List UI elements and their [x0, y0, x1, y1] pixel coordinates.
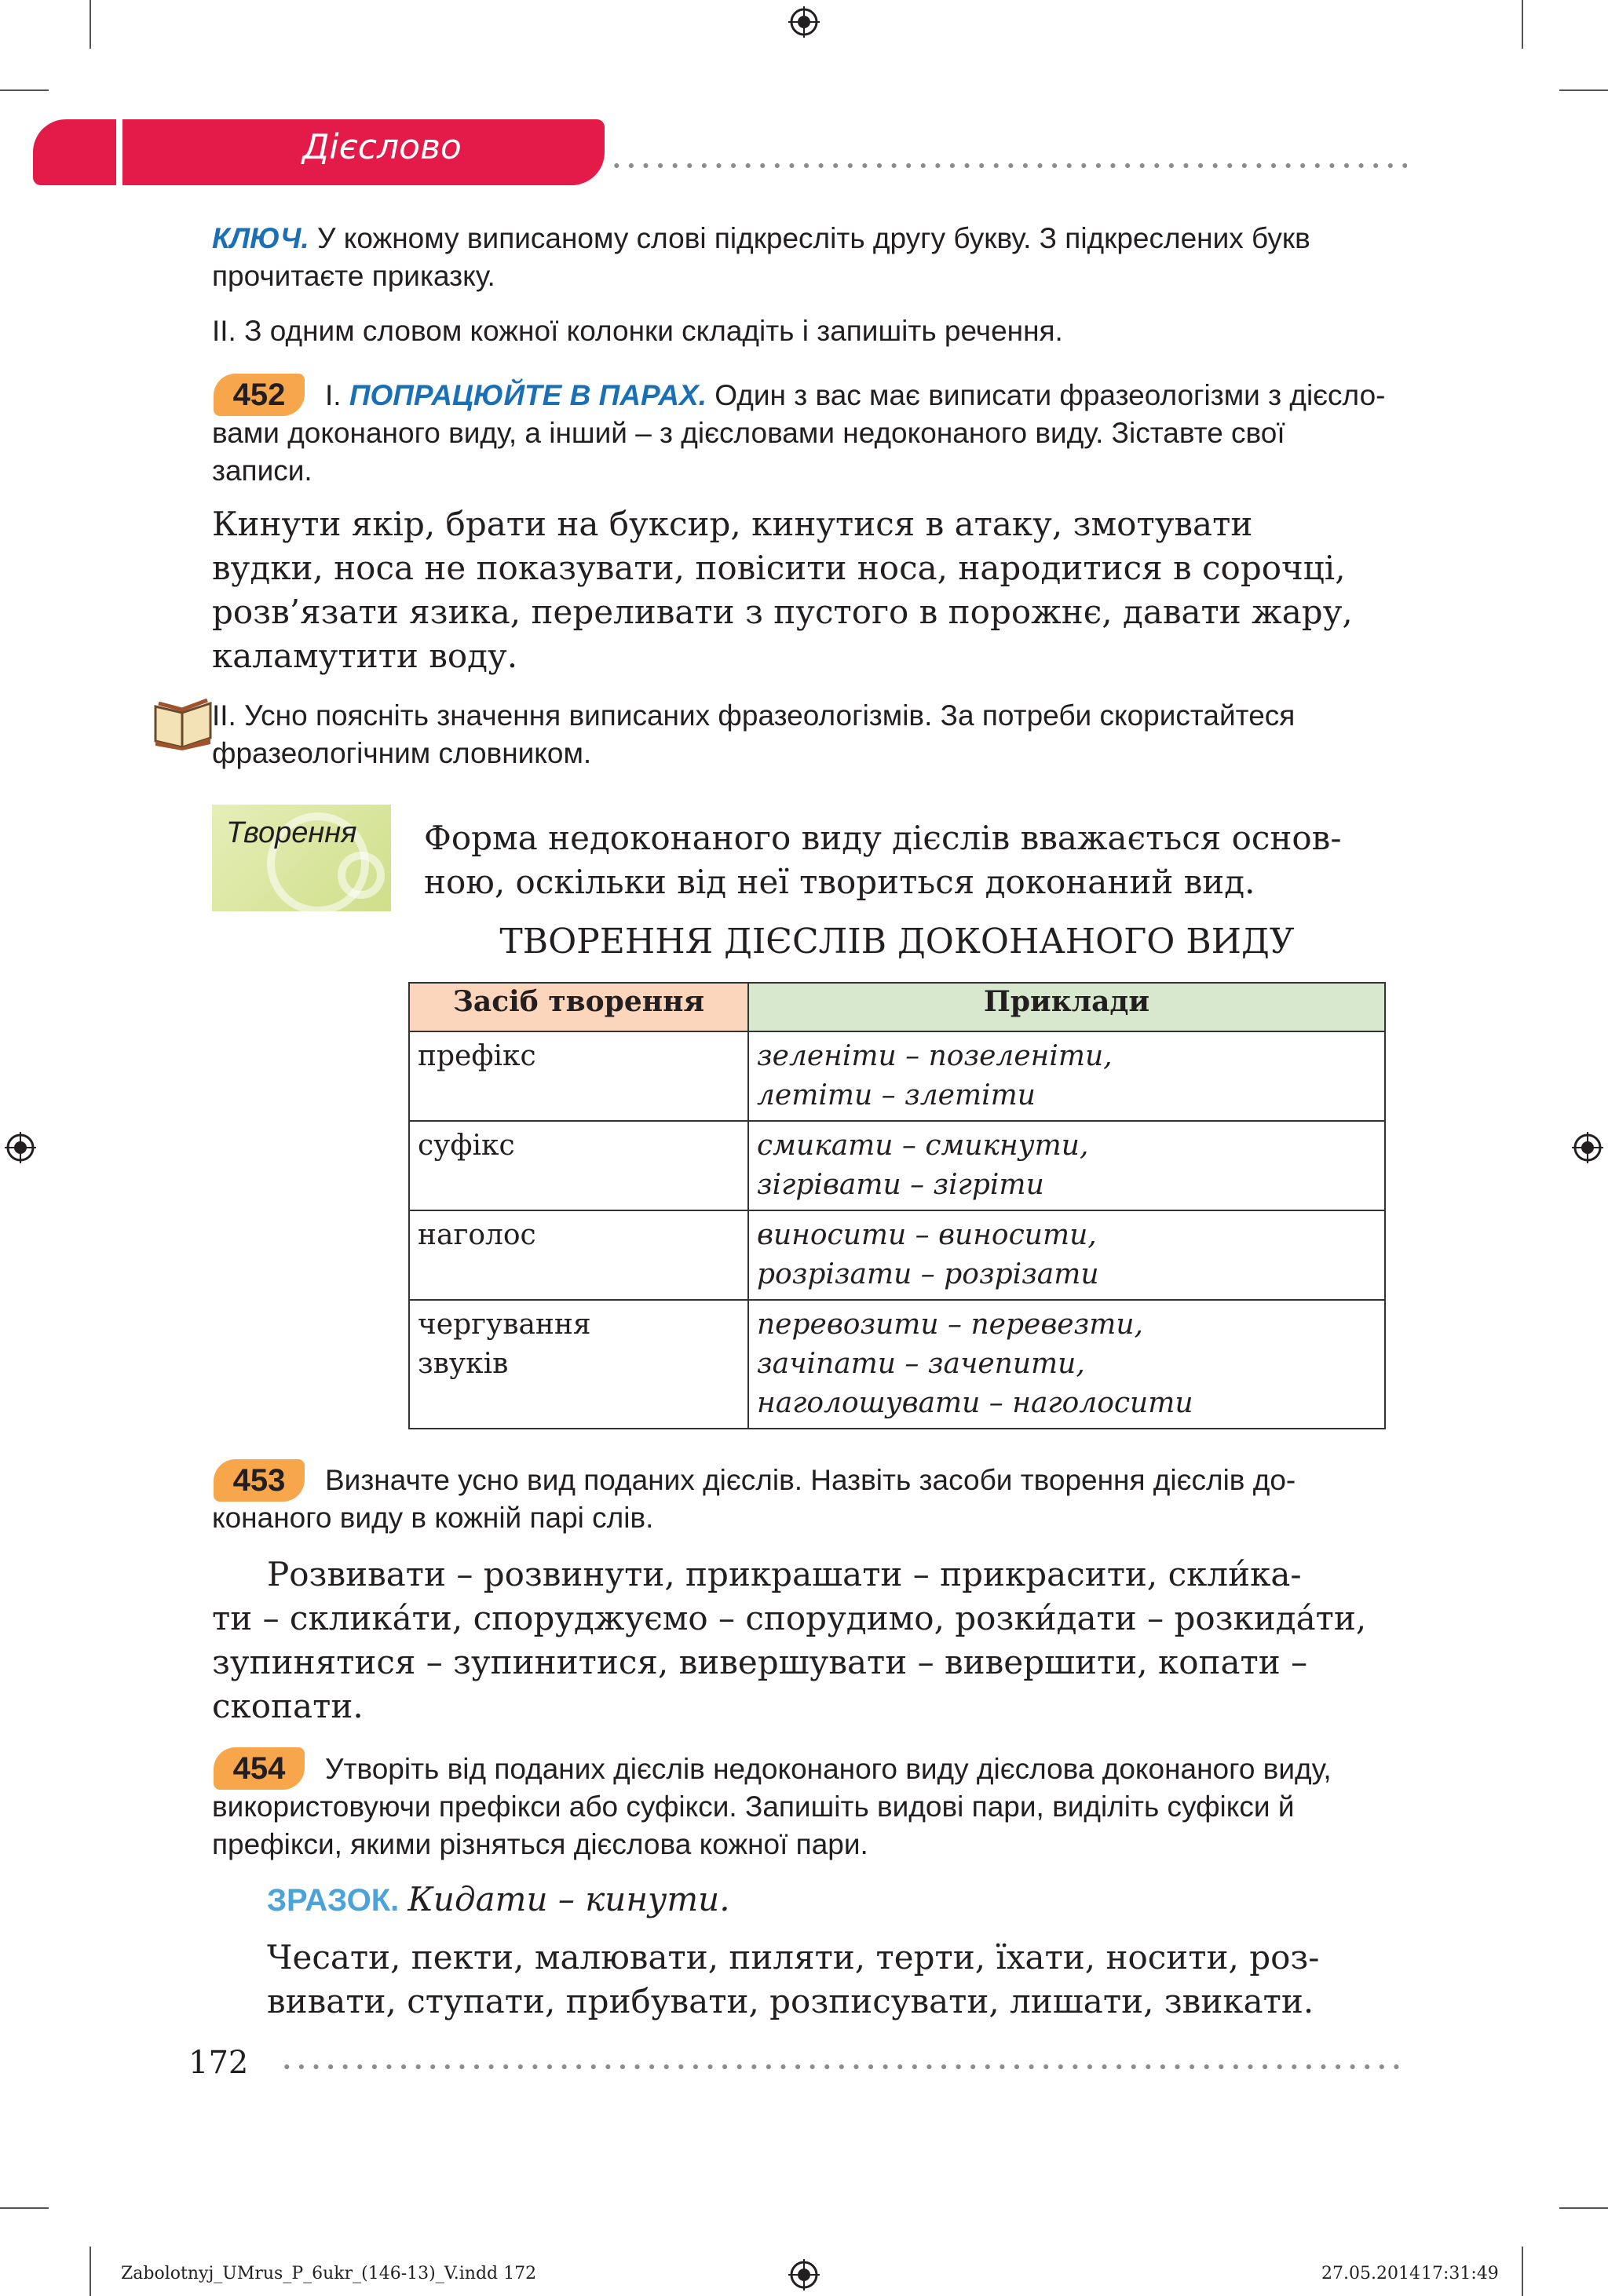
exercise-453-line: скопати. — [212, 1687, 364, 1725]
chapter-title: Дієслово — [302, 127, 462, 167]
exercise-452-line: розв’язати язика, переливати з пустого в порожнє, давати жару, — [212, 593, 1353, 631]
table-cell-examples — [748, 1300, 1385, 1429]
sample-label: ЗРАЗОК. — [267, 1883, 400, 1918]
exercise-452-line: каламутити воду. — [212, 637, 518, 675]
exercise-453-number: 453 — [214, 1459, 305, 1502]
table-row — [409, 1210, 1385, 1300]
means-text: чергування — [418, 1309, 591, 1341]
task-text: Один з вас має виписати фразеологізми з дієсло- — [714, 379, 1386, 411]
example-text: перевозити – перевезти, — [757, 1309, 1143, 1341]
exercise-454-task-line2: використовуючи префікси або суфікси. Запишіть видові пари, виділіть суфікси й — [212, 1790, 1295, 1823]
sample-text: Кидати – кинути. — [407, 1880, 730, 1918]
table-cell-means — [409, 1031, 748, 1121]
exercise-452-part2-line2: фразеологічним словником. — [212, 737, 592, 769]
example-text: виносити – виносити, — [757, 1219, 1097, 1251]
example-text: наголошувати – наголосити — [757, 1387, 1193, 1419]
table-header-examples: Приклади — [748, 983, 1385, 1031]
key-text: У кожному виписаному слові підкресліть другу букву. З підкреслених букв прочитаєте приказку. — [212, 222, 1310, 292]
exercise-454-task-line3: префікси, якими різняться дієслова кожної пари. — [212, 1828, 868, 1860]
crop-mark — [1522, 2247, 1523, 2296]
table-row — [409, 1031, 1385, 1121]
means-text: наголос — [418, 1219, 536, 1251]
table-cell-examples — [748, 1121, 1385, 1210]
exercise-454-line: Чесати, пекти, малювати, пиляти, терти, їхати, носити, роз- — [267, 1938, 1320, 1977]
crop-mark — [1559, 89, 1608, 91]
exercise-452-task-line1 — [325, 377, 1409, 414]
key-label: КЛЮЧ. — [212, 222, 309, 254]
footer-dotted-line — [280, 2064, 1407, 2069]
means-text: звуків — [418, 1348, 509, 1380]
exercise-453-line: Розвивати – розвинути, прикрашати – прикрасити, скли́ка- — [267, 1555, 1302, 1593]
footer-time: 17:31:49 — [1421, 2264, 1499, 2283]
footer-file-name: Zabolotnyj_UMrus_P_6ukr_(146-13)_V.indd 172 — [121, 2264, 537, 2283]
rule-text-line1: Форма недоконаного виду дієслів вважається основ- — [424, 819, 1342, 857]
means-text: префікс — [418, 1040, 536, 1072]
sample-line — [267, 1878, 1366, 1922]
crop-mark — [1522, 0, 1523, 49]
example-text: зігрівати – зігріти — [757, 1169, 1044, 1201]
exercise-452-number: 452 — [214, 374, 305, 416]
registration-mark-icon — [5, 1132, 36, 1163]
exercise-454-number: 454 — [214, 1747, 305, 1790]
table-header-row — [409, 983, 1385, 1031]
exercise-452-line: Кинути якір, брати на буксир, кинутися в атаку, змотувати — [212, 505, 1253, 543]
table-title: ТВОРЕННЯ ДІЄСЛІВ ДОКОНАНОГО ВИДУ — [499, 922, 1295, 962]
registration-mark-icon — [788, 2259, 820, 2291]
example-text: зеленіти – позеленіти, — [757, 1040, 1113, 1072]
exercise-452-task-line3: записи. — [212, 454, 312, 487]
exercise-454-task-line1: Утворіть від поданих дієслів недоконаного виду дієслова доконаного виду, — [325, 1753, 1332, 1785]
registration-mark-icon — [788, 6, 820, 38]
table-cell-examples — [748, 1210, 1385, 1300]
rule-label: Творення — [226, 816, 357, 849]
exercise-453-task-line1: Визначте усно вид поданих дієслів. Назвіть засоби творення дієслів до- — [325, 1464, 1296, 1496]
header-stripe — [116, 119, 122, 185]
page-number: 172 — [188, 2045, 249, 2081]
roman-numeral: І. — [325, 379, 342, 411]
exercise-452-line: вудки, носа не показувати, повісити носа, народитися в сорочці, — [212, 549, 1346, 587]
means-text: суфікс — [418, 1130, 515, 1162]
key-paragraph — [212, 220, 1407, 295]
example-text: зачіпати – зачепити, — [757, 1348, 1085, 1380]
decor-circle — [338, 852, 385, 899]
verb-formation-table — [408, 982, 1386, 1429]
exercise-451-part2: ІІ. З одним словом кожної колонки складіть і запишіть речення. — [212, 315, 1063, 347]
exercise-453-line: ти – склика́ти, споруджуємо – спорудимо, розки́дати – розкида́ти, — [212, 1599, 1367, 1637]
table-row — [409, 1121, 1385, 1210]
example-text: розрізати – розрізати — [757, 1258, 1099, 1290]
crop-mark — [1559, 2207, 1608, 2209]
table-cell-examples — [748, 1031, 1385, 1121]
rule-text-line2: ною, оскільки від неї твориться доконаний вид. — [424, 863, 1255, 901]
table-row — [409, 1300, 1385, 1429]
pair-work-label: ПОПРАЦЮЙТЕ В ПАРАХ. — [349, 379, 707, 411]
crop-mark — [0, 2207, 49, 2209]
crop-mark — [90, 0, 91, 49]
table-cell-means — [409, 1210, 748, 1300]
dictionary-book-icon — [151, 695, 215, 750]
exercise-454-line: вивати, ступати, прибувати, розписувати, лишати, звикати. — [267, 1982, 1314, 2020]
crop-mark — [0, 89, 49, 91]
example-text: смикати – смикнути, — [757, 1130, 1089, 1162]
table-header-means: Засіб творення — [409, 983, 748, 1031]
exercise-453-line: зупинятися – зупинитися, вивершувати – вивершити, копати – — [212, 1643, 1308, 1681]
exercise-452-part2-line1: ІІ. Усно поясніть значення виписаних фразеологізмів. За потреби скористайтеся — [212, 699, 1296, 732]
example-text: летіти – злетіти — [757, 1079, 1036, 1111]
table-cell-means — [409, 1121, 748, 1210]
crop-mark — [90, 2247, 91, 2296]
exercise-453-task-line2: конаного виду в кожній парі слів. — [212, 1502, 654, 1534]
table-cell-means — [409, 1300, 748, 1429]
exercise-452-task-line2: вами доконаного виду, а інший – з дієсловами недоконаного виду. Зіставте свої — [212, 417, 1285, 449]
header-dotted-line — [609, 163, 1407, 168]
footer-date: 27.05.2014 — [1321, 2264, 1420, 2283]
registration-mark-icon — [1572, 1132, 1603, 1163]
